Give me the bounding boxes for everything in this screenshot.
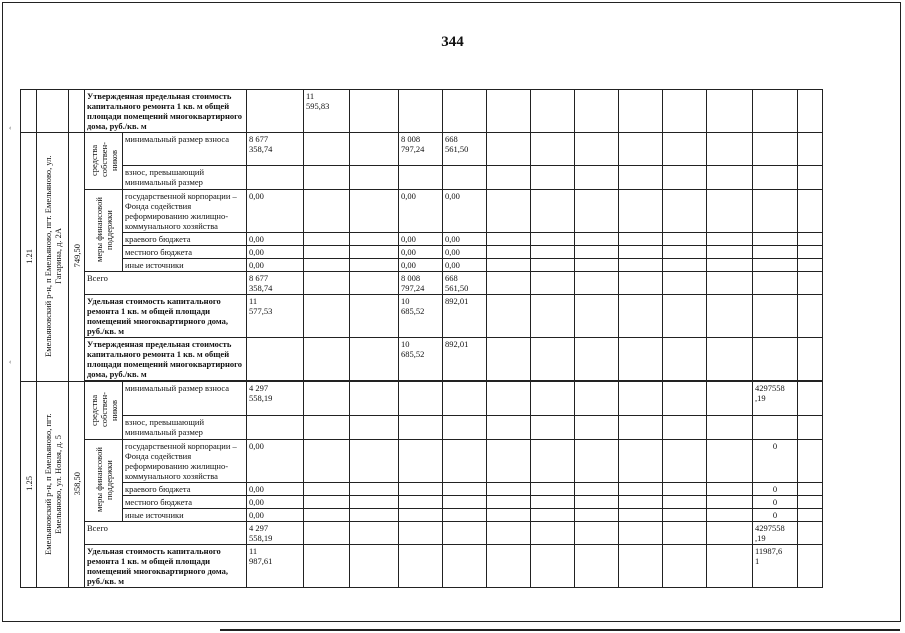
approved-cost-label: Утвержденная предельная стоимость капитального ремонта 1 кв. м общей площади помещений многоквартирного дома, руб./кв. м xyxy=(85,338,247,381)
row-label: иные источники xyxy=(123,509,247,522)
house-area: 358,50 xyxy=(71,471,82,496)
cell-value: 0,00 xyxy=(443,259,487,272)
cell-value: 668 561,50 xyxy=(443,133,487,166)
cell-value: 4297558 ,19 xyxy=(753,382,798,416)
table-row xyxy=(21,338,823,381)
cell-value: 0,00 xyxy=(247,246,304,259)
house-area: 749,50 xyxy=(71,244,82,268)
financial-support-group: меры финансовой поддержки xyxy=(93,197,114,262)
cell-value: 892,01 xyxy=(443,295,487,338)
table-row xyxy=(21,295,823,338)
bottom-rule xyxy=(220,629,900,631)
total-label: Всего xyxy=(85,522,247,545)
cell-value: 0 xyxy=(753,440,798,483)
approved-cost-value: 11 595,83 xyxy=(304,90,350,133)
table-row xyxy=(21,233,823,246)
row-label: минимальный размер взноса xyxy=(123,382,247,416)
cell-value: 0 xyxy=(753,496,798,509)
cell-value: 0 xyxy=(753,509,798,522)
cell-value: 0,00 xyxy=(399,233,443,246)
cell-value: 8 008 797,24 xyxy=(399,133,443,166)
cell-value: 8 008 797,24 xyxy=(399,272,443,295)
cell-value: 0,00 xyxy=(443,190,487,233)
cell-value: 0,00 xyxy=(247,233,304,246)
cell-value: 892,01 xyxy=(443,338,487,381)
cell-value: 0,00 xyxy=(247,509,304,522)
row-label: минимальный размер взноса xyxy=(123,133,247,166)
row-label: иные источники xyxy=(123,259,247,272)
cell-value: 11987,6 1 xyxy=(753,545,798,588)
table-row xyxy=(21,496,823,509)
house-address: Емельяновский р-н, п Емельяново, пгт. Емельяново, ул. Новая, д. 5 xyxy=(42,412,63,555)
cell-value: 0,00 xyxy=(247,483,304,496)
row-label: местного бюджета xyxy=(123,246,247,259)
row-label: взнос, превышающий минимальный размер xyxy=(123,165,247,189)
owners-funds-group: средства собствен-ников xyxy=(88,142,119,178)
item-number: 1.21 xyxy=(23,248,34,264)
table-row xyxy=(21,133,823,166)
cell-value: 10 685,52 xyxy=(399,338,443,381)
cell-value: 0,00 xyxy=(443,246,487,259)
owners-funds-group: средства собствен-ников xyxy=(88,392,119,427)
cell-value: 8 677 358,74 xyxy=(247,133,304,166)
table-row xyxy=(21,509,823,522)
table-row xyxy=(21,545,823,588)
row-label: государственной корпорации – Фонда содействия реформированию жилищно-коммунального хозяйства xyxy=(123,190,247,233)
cell-value: 0,00 xyxy=(247,190,304,233)
table-row xyxy=(21,440,823,483)
cell-value: 8 677 358,74 xyxy=(247,272,304,295)
item-number: 1.25 xyxy=(23,476,34,491)
cell-value: 0 xyxy=(753,483,798,496)
cell-value: 4 297 558,19 xyxy=(247,522,304,545)
capital-repair-table xyxy=(20,89,823,588)
cell-value: 0,00 xyxy=(247,440,304,483)
cell-value: 0,00 xyxy=(399,259,443,272)
table-row xyxy=(21,190,823,233)
scan-mark: ‹ xyxy=(9,358,12,366)
scan-mark: ‹ xyxy=(9,124,12,132)
cell-value: 668 561,50 xyxy=(443,272,487,295)
table-row xyxy=(21,483,823,496)
cell-value: 0,00 xyxy=(399,246,443,259)
financial-support-group: меры финансовой поддержки xyxy=(93,447,114,512)
cell-value: 4 297 558,19 xyxy=(247,382,304,416)
cell-value: 10 685,52 xyxy=(399,295,443,338)
total-label: Всего xyxy=(85,272,247,295)
table-row xyxy=(21,272,823,295)
cell-value: 0,00 xyxy=(399,190,443,233)
table-row xyxy=(21,416,823,440)
row-label: местного бюджета xyxy=(123,496,247,509)
table-row xyxy=(21,90,823,133)
cell-value: 0,00 xyxy=(247,496,304,509)
table-row xyxy=(21,522,823,545)
unit-cost-label: Удельная стоимость капитального ремонта 1 кв. м общей площади помещений многоквартирного дома, руб./кв. м xyxy=(85,295,247,338)
table-row xyxy=(21,246,823,259)
table-row xyxy=(21,165,823,189)
cell-value: 11 577,53 xyxy=(247,295,304,338)
row-label: государственной корпорации – Фонда содействия реформированию жилищно-коммунального хозяйства xyxy=(123,440,247,483)
row-label: взнос, превышающий минимальный размер xyxy=(123,416,247,440)
cell-value: 4297558 ,19 xyxy=(753,522,798,545)
unit-cost-label: Удельная стоимость капитального ремонта 1 кв. м общей площади помещений многоквартирного дома, руб./кв. м xyxy=(85,545,247,588)
cell-value: 0,00 xyxy=(443,233,487,246)
row-label: краевого бюджета xyxy=(123,483,247,496)
cell-value: 11 987,61 xyxy=(247,545,304,588)
approved-cost-label: Утвержденная предельная стоимость капитального ремонта 1 кв. м общей площади помещений многоквартирного дома, руб./кв. м xyxy=(85,90,247,133)
table-row xyxy=(21,259,823,272)
house-address: Емельяновский р-н, п Емельяново, пгт. Емельяново, ул. Гагарина, д. 2А xyxy=(42,155,63,357)
table-row xyxy=(21,382,823,416)
page-number: 344 xyxy=(441,34,464,50)
row-label: краевого бюджета xyxy=(123,233,247,246)
cell-value: 0,00 xyxy=(247,259,304,272)
